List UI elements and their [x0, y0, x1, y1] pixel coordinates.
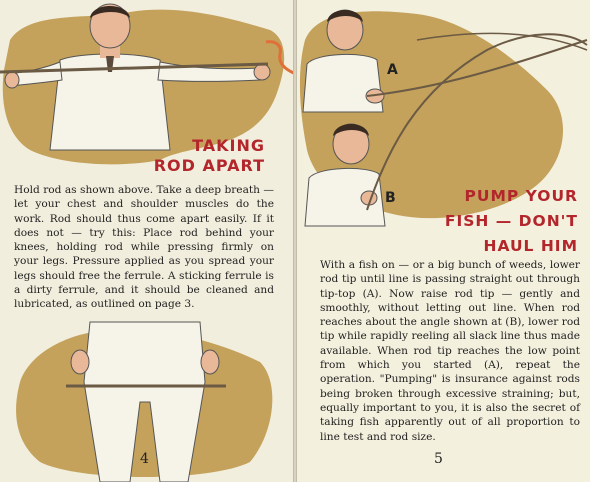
label-a: A: [387, 62, 398, 78]
left-body-paragraph: Hold rod as shown above. Take a deep breath — let your chest and shoulder muscles do the work. Rod should thus come apart easily. If it does not — try this: Place rod behind your knees, holding rod while pressing firmly on your legs. Pressure applied as you spread your legs should free the ferrule. A sticking ferrule is a dirty ferrule, and it should be cleaned and lubricated, as outlined on page 3.: [14, 184, 274, 311]
label-b: B: [385, 190, 396, 206]
heading-pump-your-fish: [445, 184, 578, 259]
right-page: [297, 0, 590, 482]
heading-line: HAUL HIM: [483, 237, 578, 255]
string-loop-decoration: [262, 20, 293, 80]
heading-taking-rod-apart: [154, 136, 265, 176]
heading-line: PUMP YOUR: [464, 187, 578, 205]
page-number-right: 5: [434, 451, 443, 467]
heading-line: FISH — DON'T: [444, 212, 578, 230]
heading-line: ROD APART: [153, 156, 265, 175]
page-number-left: 4: [140, 451, 149, 467]
heading-line: TAKING: [192, 136, 265, 155]
left-page: [0, 0, 293, 482]
right-body-paragraph: With a fish on — or a big bunch of weeds, lower rod tip until line is passing straight out through tip-top (A). Now raise rod tip — gently and smoothly, without letting out line. When rod reaches about the angle shown at (B), lower rod tip while rapidly reeling all slack line thus made available. When rod tip reaches the low point from which you started (A), repeat the operation. "Pumping" is insurance against rods being broken through excessive straining; but, equally important to you, it is also the secret of taking fish apparently out of all proportion to line test and rod size.: [320, 259, 580, 443]
